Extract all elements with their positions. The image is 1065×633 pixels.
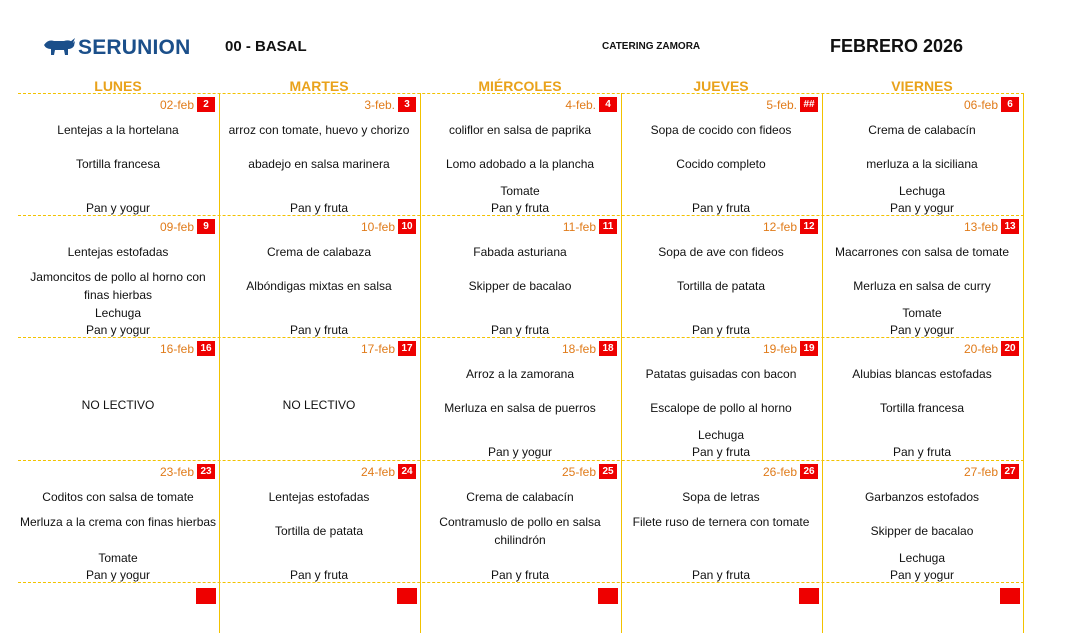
day-cell — [621, 94, 821, 215]
day-cell — [822, 461, 1022, 582]
day-cell — [18, 94, 218, 215]
day-header-0: LUNES — [94, 78, 142, 94]
second-course: Escalope de pollo al horno — [650, 401, 792, 415]
first-course: Crema de calabacín — [466, 490, 574, 504]
first-course: Coditos con salsa de tomate — [42, 490, 194, 504]
day-date: 25-feb — [561, 465, 596, 479]
day-header-1: MARTES — [289, 78, 349, 94]
first-course: Sopa de cocido con fideos — [650, 123, 792, 137]
dessert: Pan y fruta — [892, 445, 952, 459]
second-course: Merluza en salsa de curry — [853, 279, 991, 293]
day-cell — [420, 94, 620, 215]
day-number-badge: 10 — [398, 219, 416, 234]
day-number-badge: 16 — [197, 341, 215, 356]
dessert: Pan y fruta — [691, 323, 751, 337]
day-date: 20-feb — [963, 342, 998, 356]
empty-date-badge — [598, 588, 618, 604]
day-date: 17-feb — [360, 342, 395, 356]
first-course: coliflor en salsa de paprika — [448, 123, 592, 137]
day-number-badge: 26 — [800, 464, 818, 479]
day-header-4: VIERNES — [891, 78, 953, 94]
dessert: Pan y fruta — [691, 445, 751, 459]
day-date: 11-feb — [562, 220, 596, 234]
menu-title: 00 - BASAL — [225, 38, 307, 55]
day-date: 13-feb — [963, 220, 998, 234]
dessert: Pan y fruta — [289, 201, 349, 215]
side-dish: Lechuga — [898, 184, 946, 198]
first-course: Crema de calabacín — [868, 123, 976, 137]
menu-calendar-grid — [18, 0, 1024, 633]
day-number-badge: 25 — [599, 464, 617, 479]
second-course: Skipper de bacalao — [870, 524, 974, 538]
side-dish: Lechuga — [94, 306, 142, 320]
dessert: Pan y yogur — [889, 201, 955, 215]
day-date: 26-feb — [762, 465, 797, 479]
side-dish: Tomate — [902, 306, 942, 320]
second-course: Jamoncitos de pollo al horno con finas hierbas — [30, 270, 206, 302]
dessert: Pan y yogur — [85, 201, 151, 215]
day-cell — [18, 461, 218, 582]
side-dish: Lechuga — [898, 551, 946, 565]
dessert: Pan y fruta — [490, 568, 550, 582]
second-course: Tortilla de patata — [676, 279, 766, 293]
day-date: 12-feb — [762, 220, 797, 234]
day-number-badge: 23 — [197, 464, 215, 479]
second-course: Contramuslo de pollo en salsa chilindrón — [439, 515, 601, 547]
day-cell — [420, 461, 620, 582]
logo-text: SERUNION — [78, 36, 191, 59]
month-title: FEBRERO 2026 — [830, 36, 964, 56]
day-number-badge: 3 — [398, 97, 416, 112]
column-divider — [1023, 93, 1024, 633]
first-course: Garbanzos estofados — [864, 490, 980, 504]
day-date: 3-feb. — [364, 98, 395, 112]
day-date: 23-feb — [159, 465, 194, 479]
day-number-badge: 20 — [1001, 341, 1019, 356]
dessert: Pan y yogur — [889, 323, 955, 337]
day-number-badge: 9 — [197, 219, 215, 234]
empty-date-badge — [799, 588, 819, 604]
day-cell — [822, 216, 1022, 337]
empty-date-badge — [196, 588, 216, 604]
day-date: 24-feb — [360, 465, 395, 479]
day-date: 06-feb — [963, 98, 998, 112]
day-date: 09-feb — [159, 220, 194, 234]
dessert: Pan y yogur — [85, 323, 151, 337]
first-course: Sopa de letras — [682, 490, 760, 504]
caterer-name: CATERING ZAMORA — [602, 41, 701, 52]
first-course: Lentejas estofadas — [67, 245, 169, 259]
day-date: 18-feb — [561, 342, 596, 356]
second-course: Filete ruso de ternera con tomate — [632, 515, 810, 529]
dessert: Pan y fruta — [490, 201, 550, 215]
day-cell — [420, 338, 620, 459]
day-cell — [822, 338, 1022, 459]
second-course: Merluza en salsa de puerros — [444, 401, 596, 415]
day-header-2: MIÉRCOLES — [478, 78, 562, 94]
second-course: abadejo en salsa marinera — [248, 157, 390, 171]
day-cell — [420, 216, 620, 337]
day-number-badge: 12 — [800, 219, 818, 234]
day-date: 16-feb — [159, 342, 194, 356]
day-number-badge: ## — [800, 97, 818, 112]
day-cell — [18, 338, 218, 459]
first-course: Macarrones con salsa de tomate — [834, 245, 1010, 259]
second-course: Albóndigas mixtas en salsa — [246, 279, 392, 293]
first-course: Lentejas estofadas — [268, 490, 370, 504]
day-number-badge: 11 — [599, 219, 617, 234]
day-number-badge: 24 — [398, 464, 416, 479]
day-number-badge: 6 — [1001, 97, 1019, 112]
second-course: Tortilla francesa — [75, 157, 161, 171]
second-course: merluza a la siciliana — [866, 157, 978, 171]
first-course: Lentejas a la hortelana — [57, 123, 179, 137]
second-course: Skipper de bacalao — [468, 279, 572, 293]
empty-date-badge — [1000, 588, 1020, 604]
second-course: Cocido completo — [676, 157, 766, 171]
side-dish: Tomate — [98, 551, 138, 565]
day-number-badge: 4 — [599, 97, 617, 112]
second-course: Lomo adobado a la plancha — [445, 157, 595, 171]
first-course: Arroz a la zamorana — [465, 367, 575, 381]
first-course: arroz con tomate, huevo y chorizo — [228, 123, 410, 137]
day-number-badge: 17 — [398, 341, 416, 356]
day-date: 5-feb. — [766, 98, 797, 112]
dessert: Pan y yogur — [85, 568, 151, 582]
side-dish: Lechuga — [697, 428, 745, 442]
second-course: Tortilla francesa — [879, 401, 965, 415]
second-course: Tortilla de patata — [274, 524, 364, 538]
day-cell — [219, 94, 419, 215]
dessert: Pan y fruta — [289, 323, 349, 337]
day-cell — [822, 94, 1022, 215]
day-number-badge: 2 — [197, 97, 215, 112]
day-number-badge: 27 — [1001, 464, 1019, 479]
day-cell — [219, 461, 419, 582]
day-date: 19-feb — [762, 342, 797, 356]
second-course: NO LECTIVO — [81, 398, 155, 412]
dessert: Pan y fruta — [691, 568, 751, 582]
first-course: Sopa de ave con fideos — [658, 245, 784, 259]
first-course: Fabada asturiana — [473, 245, 567, 259]
side-dish: Tomate — [500, 184, 540, 198]
dessert: Pan y fruta — [289, 568, 349, 582]
dessert: Pan y yogur — [889, 568, 955, 582]
first-course: Patatas guisadas con bacon — [645, 367, 797, 381]
second-course: NO LECTIVO — [282, 398, 356, 412]
dessert: Pan y fruta — [691, 201, 751, 215]
day-header-3: JUEVES — [693, 78, 749, 94]
day-cell — [621, 338, 821, 459]
day-cell — [219, 338, 419, 459]
first-course: Alubias blancas estofadas — [852, 367, 992, 381]
day-date: 27-feb — [963, 465, 998, 479]
day-number-badge: 13 — [1001, 219, 1019, 234]
day-number-badge: 18 — [599, 341, 617, 356]
dessert: Pan y yogur — [487, 445, 553, 459]
second-course: Merluza a la crema con finas hierbas — [19, 515, 217, 529]
day-date: 02-feb — [159, 98, 194, 112]
day-cell — [219, 216, 419, 337]
day-date: 10-feb — [360, 220, 395, 234]
empty-date-badge — [397, 588, 417, 604]
day-cell — [18, 216, 218, 337]
day-date: 4-feb. — [565, 98, 596, 112]
day-cell — [621, 461, 821, 582]
dessert: Pan y fruta — [490, 323, 550, 337]
day-number-badge: 19 — [800, 341, 818, 356]
first-course: Crema de calabaza — [266, 245, 372, 259]
day-cell — [621, 216, 821, 337]
